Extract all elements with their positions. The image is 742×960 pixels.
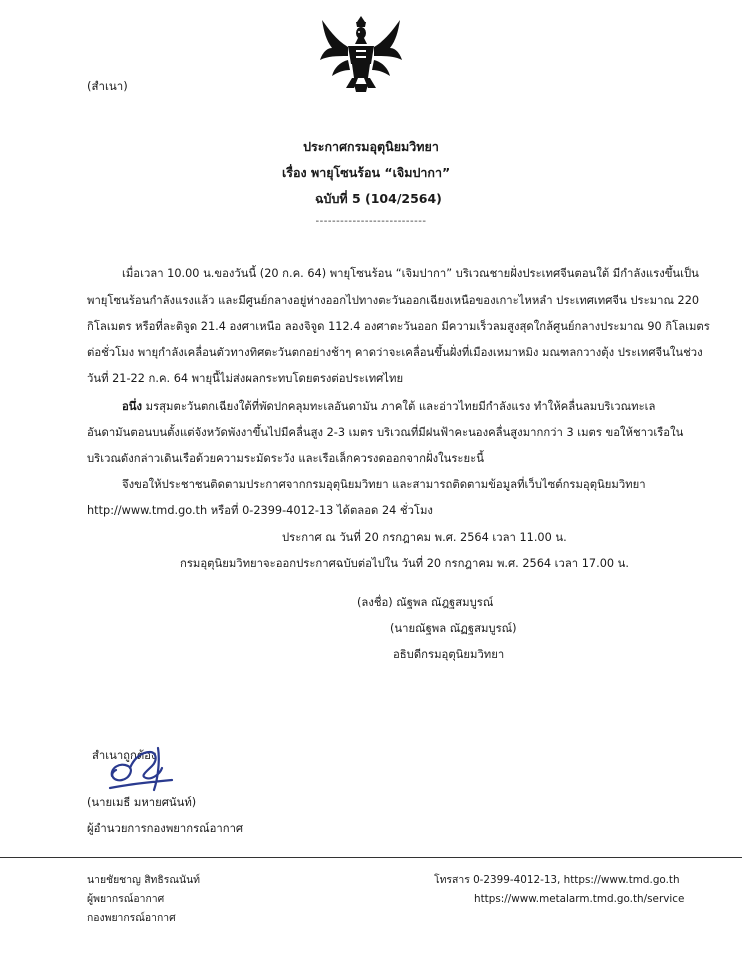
certified-copy-label: สำเนาถูกต้อง	[92, 749, 157, 762]
paragraph-2-first-line	[122, 400, 655, 414]
paragraph-1-line: พายุโซนร้อนกำลังแรงแล้ว และมีศูนย์กลางอยู่ห่างออกไปทางตะวันออกเฉียงเหนือของเกาะไหหลำ ประเทศเทศจีน ประมาณ 220	[87, 294, 700, 307]
forecaster-division: กองพยากรณ์อากาศ	[87, 912, 176, 924]
paragraph-1-line: วันที่ 21-22 ก.ค. 64 พายุนี้ไม่ส่งผลกระทบโดยตรงต่อประเทศไทย	[87, 372, 404, 385]
handwritten-signature-icon	[100, 738, 180, 800]
certifier-position: ผู้อำนวยการกองพยากรณ์อากาศ	[87, 822, 244, 835]
paragraph-1-line: กิโลเมตร หรือที่ละติจูด 21.4 องศาเหนือ ลองจิจูด 112.4 องศาตะวันออก มีความเร็วลมสูงสุดใกล้ศูนย์กลางประมาณ 90 กิโลเมตร	[87, 320, 710, 333]
separator-line: ---------------------------	[315, 216, 427, 227]
announcement-issue: ฉบับที่ 5 (104/2564)	[315, 191, 442, 206]
paragraph-2-lead: อนึ่ง	[122, 400, 143, 413]
paragraph-3-line: จึงขอให้ประชาชนติดตามประกาศจากกรมอุตุนิยมวิทยา และสามารถติดตามข้อมูลที่เว็บไซต์กรมอุตุนิยมวิทยา	[122, 478, 646, 491]
paragraph-1-line: เมื่อเวลา 10.00 น.ของวันนี้ (20 ก.ค. 64) พายุโซนร้อน “เจิมปากา” บริเวณชายฝั่งประเทศจีนตอนใต้ มีกำลังแรงขึ้นเป็น	[122, 267, 699, 280]
forecaster-name: นายชัยชาญ สิทธิรณนันท์	[87, 874, 201, 886]
garuda-emblem-icon	[318, 14, 404, 94]
paragraph-3-line: http://www.tmd.go.th หรือที่ 0-2399-4012-13 ได้ตลอด 24 ชั่วโมง	[87, 504, 433, 517]
certifier-name: (นายเมธี มหายศนันท์)	[87, 796, 197, 809]
signed-by: (ลงชื่อ) ณัฐพล ณัฎฐสมบูรณ์	[357, 596, 494, 609]
issued-datetime: ประกาศ ณ วันที่ 20 กรกฎาคม พ.ศ. 2564 เวลา 11.00 น.	[282, 531, 567, 544]
announcement-title: ประกาศกรมอุตุนิยมวิทยา	[303, 139, 439, 154]
signer-full-name: (นายณัฐพล ณัฏฐสมบูรณ์)	[390, 622, 517, 635]
paragraph-1-line: ต่อชั่วโมง พายุกำลังเคลื่อนตัวทางทิศตะวันตกอย่างช้าๆ คาดว่าจะเคลื่อนขึ้นฝั่งที่เมืองเหมาหมิง มณฑลกวางตุ้ง ประเทศจีนในช่วง	[87, 346, 703, 359]
paragraph-2-line: อันดามันตอนบนตั้งแต่จังหวัดพังงาขึ้นไปมีคลื่นสูง 2-3 เมตร บริเวณที่มีฝนฟ้าคะนองคลื่นสูงมากกว่า 3 เมตร ขอให้ชาวเรือใน	[87, 426, 684, 439]
footer-divider	[0, 857, 742, 858]
signer-position: อธิบดีกรมอุตุนิยมวิทยา	[393, 648, 505, 661]
paragraph-2-text: มรสุมตะวันตกเฉียงใต้ที่พัดปกคลุมทะเลอันดามัน ภาคใต้ และอ่าวไทยมีกำลังแรง ทำให้คลื่นลมบริเวณทะเล	[142, 400, 656, 413]
footer-fax-website: โทรสาร 0-2399-4012-13, https://www.tmd.go.th	[434, 874, 680, 886]
forecaster-role: ผู้พยากรณ์อากาศ	[87, 893, 165, 905]
announcement-subject: เรื่อง พายุโซนร้อน “เจิมปากา”	[282, 165, 451, 180]
copy-mark: (สำเนา)	[87, 79, 128, 93]
footer-service-url: https://www.metalarm.tmd.go.th/service	[474, 893, 685, 905]
next-issue-datetime: กรมอุตุนิยมวิทยาจะออกประกาศฉบับต่อไปใน วันที่ 20 กรกฎาคม พ.ศ. 2564 เวลา 17.00 น.	[180, 557, 629, 570]
paragraph-2-line: บริเวณดังกล่าวเดินเรือด้วยความระมัดระวัง และเรือเล็กควรงดออกจากฝั่งในระยะนี้	[87, 452, 484, 465]
